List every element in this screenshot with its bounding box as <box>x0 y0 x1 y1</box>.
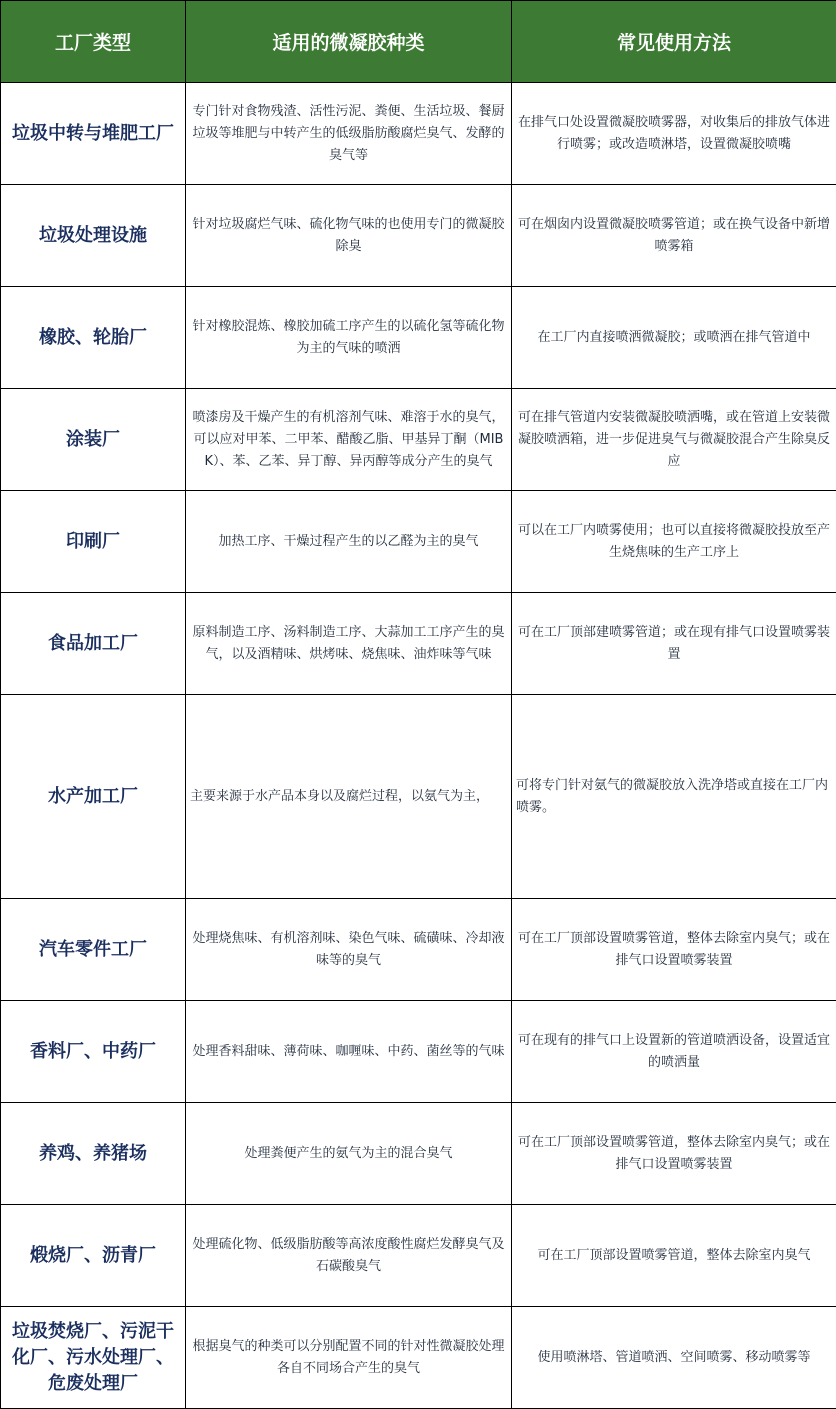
header-usage-method: 常见使用方法 <box>512 1 836 83</box>
gel-type-cell: 处理香料甜味、薄荷味、咖喱味、中药、菌丝等的气味 <box>186 1001 512 1103</box>
gel-type-cell: 处理硫化物、低级脂肪酸等高浓度酸性腐烂发酵臭气及石碳酸臭气 <box>186 1205 512 1307</box>
gel-type-cell: 处理粪便产生的氨气为主的混合臭气 <box>186 1103 512 1205</box>
table-row <box>1 695 836 899</box>
factory-type-cell: 水产加工厂 <box>1 695 186 899</box>
usage-method-cell: 可将专门针对氨气的微凝胶放入洗净塔或直接在工厂内喷雾。 <box>512 695 836 899</box>
table-row <box>1 491 836 593</box>
gel-type-cell: 主要来源于水产品本身以及腐烂过程，以氨气为主， <box>186 695 512 899</box>
gel-type-cell: 原料制造工序、汤料制造工序、大蒜加工工序产生的臭气，以及酒精味、烘烤味、烧焦味、油炸味等气味 <box>186 593 512 695</box>
table-row <box>1 899 836 1001</box>
factory-type-cell: 橡胶、轮胎厂 <box>1 287 186 389</box>
table-row <box>1 287 836 389</box>
factory-type-cell: 涂装厂 <box>1 389 186 491</box>
factory-type-cell: 养鸡、养猪场 <box>1 1103 186 1205</box>
usage-method-cell: 可在排气管道内安装微凝胶喷洒嘴，或在管道上安装微凝胶喷洒箱，进一步促进臭气与微凝胶混合产生除臭反应 <box>512 389 836 491</box>
usage-method-cell: 可以在工厂内喷雾使用；也可以直接将微凝胶投放至产生烧焦味的生产工序上 <box>512 491 836 593</box>
gel-type-cell: 根据臭气的种类可以分别配置不同的针对性微凝胶处理各自不同场合产生的臭气 <box>186 1307 512 1409</box>
usage-method-cell: 可在工厂顶部设置喷雾管道，整体去除室内臭气；或在排气口设置喷雾装置 <box>512 1103 836 1205</box>
gel-type-cell: 加热工序、干燥过程产生的以乙醛为主的臭气 <box>186 491 512 593</box>
table-row <box>1 185 836 287</box>
table-row <box>1 389 836 491</box>
table-row <box>1 1205 836 1307</box>
header-row <box>1 1 836 83</box>
usage-method-cell: 可在工厂顶部建喷雾管道；或在现有排气口设置喷雾装置 <box>512 593 836 695</box>
gel-type-cell: 针对垃圾腐烂气味、硫化物气味的也使用专门的微凝胶除臭 <box>186 185 512 287</box>
header-gel-type: 适用的微凝胶种类 <box>186 1 512 83</box>
gel-type-cell: 处理烧焦味、有机溶剂味、染色气味、硫磺味、冷却液味等的臭气 <box>186 899 512 1001</box>
factory-type-cell: 垃圾处理设施 <box>1 185 186 287</box>
header-factory-type: 工厂类型 <box>1 1 186 83</box>
table-row <box>1 1103 836 1205</box>
factory-type-cell: 香料厂、中药厂 <box>1 1001 186 1103</box>
factory-type-cell: 垃圾中转与堆肥工厂 <box>1 83 186 185</box>
gel-type-cell: 专门针对食物残渣、活性污泥、粪便、生活垃圾、餐厨垃圾等堆肥与中转产生的低级脂肪酸腐烂臭气、发酵的臭气等 <box>186 83 512 185</box>
factory-type-cell: 汽车零件工厂 <box>1 899 186 1001</box>
usage-method-cell: 可在烟囱内设置微凝胶喷雾管道；或在换气设备中新增喷雾箱 <box>512 185 836 287</box>
factory-type-cell: 印刷厂 <box>1 491 186 593</box>
usage-method-cell: 在排气口处设置微凝胶喷雾器，对收集后的排放气体进行喷雾；或改造喷淋塔，设置微凝胶喷嘴 <box>512 83 836 185</box>
gel-type-cell: 喷漆房及干燥产生的有机溶剂气味、难溶于水的臭气，可以应对甲苯、二甲苯、醋酸乙脂、甲基异丁酮（MIBK）、苯、乙苯、异丁醇、异丙醇等成分产生的臭气 <box>186 389 512 491</box>
usage-method-cell: 可在工厂顶部设置喷雾管道，整体去除室内臭气；或在排气口设置喷雾装置 <box>512 899 836 1001</box>
factory-type-cell: 垃圾焚烧厂、污泥干化厂、污水处理厂、危废处理厂 <box>1 1307 186 1409</box>
factory-type-cell: 煅烧厂、沥青厂 <box>1 1205 186 1307</box>
table-row <box>1 83 836 185</box>
usage-method-cell: 可在工厂顶部设置喷雾管道，整体去除室内臭气 <box>512 1205 836 1307</box>
table-row <box>1 1307 836 1409</box>
usage-method-cell: 使用喷淋塔、管道喷洒、空间喷雾、移动喷雾等 <box>512 1307 836 1409</box>
usage-method-cell: 在工厂内直接喷洒微凝胶；或喷洒在排气管道中 <box>512 287 836 389</box>
table-row <box>1 1001 836 1103</box>
gel-type-cell: 针对橡胶混炼、橡胶加硫工序产生的以硫化氢等硫化物为主的气味的喷洒 <box>186 287 512 389</box>
usage-method-cell: 可在现有的排气口上设置新的管道喷洒设备，设置适宜的喷洒量 <box>512 1001 836 1103</box>
factory-type-cell: 食品加工厂 <box>1 593 186 695</box>
table-row <box>1 593 836 695</box>
